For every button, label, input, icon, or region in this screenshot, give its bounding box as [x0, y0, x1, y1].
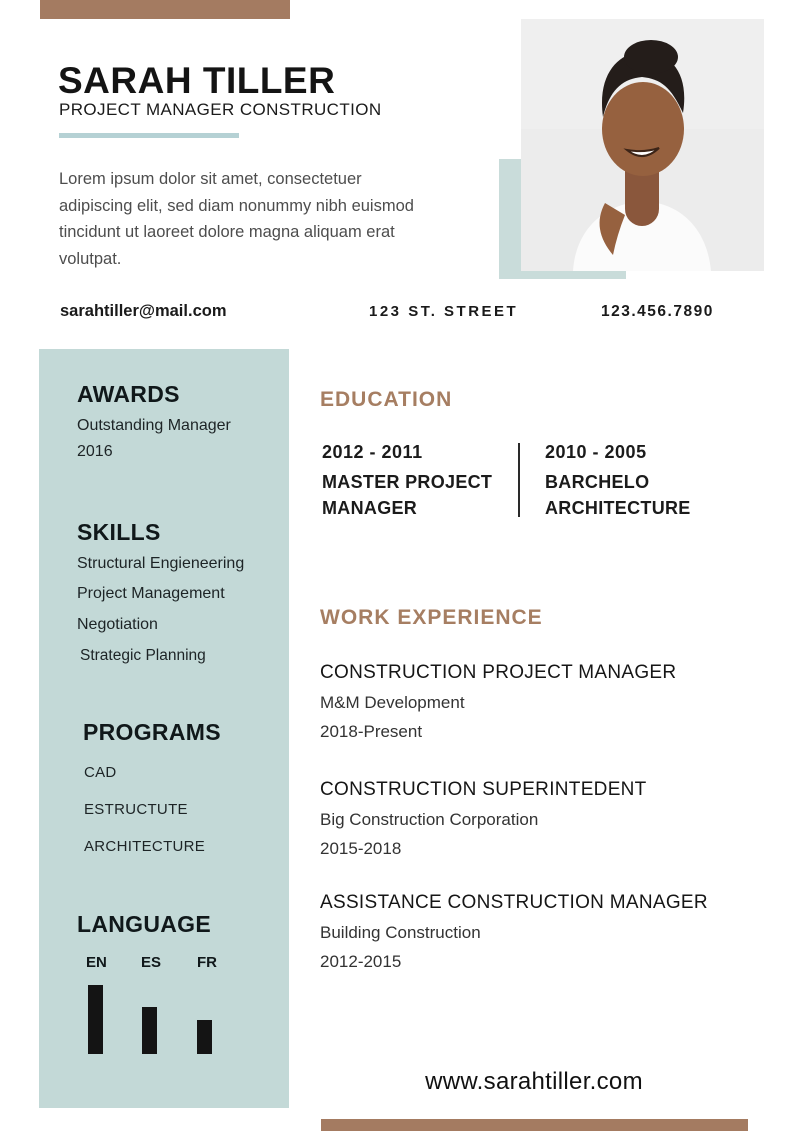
language-level-bar [197, 1020, 212, 1054]
sidebar [39, 349, 289, 1108]
profile-photo [521, 19, 764, 271]
program-item: ESTRUCTUTE [84, 801, 188, 818]
skills-heading: SKILLS [77, 519, 161, 545]
education-degree: BARCHELO ARCHITECTURE [545, 472, 691, 518]
skill-item: Project Management [77, 585, 225, 602]
job-entry [320, 779, 760, 859]
education-period: 2012 - 2011 [322, 442, 423, 462]
bottom-accent-bar [321, 1119, 748, 1131]
title-underline-bar [59, 133, 239, 138]
job-company: Building Construction [320, 923, 481, 942]
job-company: Big Construction Corporation [320, 810, 539, 829]
education-entry [545, 442, 720, 521]
summary-text: Lorem ipsum dolor sit amet, consectetuer adipiscing elit, sed diam nonummy nibh euismod tincidunt ut laoreet dolore magna aliquam erat volutpat. [59, 170, 414, 269]
skill-item: Strategic Planning [80, 647, 206, 664]
job-title: CONSTRUCTION SUPERINTEDENT [320, 779, 647, 800]
contact-address: 123 ST. STREET [369, 303, 519, 320]
education-heading: EDUCATION [320, 388, 453, 411]
skill-item: Negotiation [77, 616, 158, 633]
language-label: ES [141, 954, 162, 971]
program-item: CAD [84, 764, 117, 781]
education-divider [518, 443, 520, 517]
language-level-bar [88, 985, 103, 1054]
education-degree: MASTER PROJECT MANAGER [322, 472, 493, 518]
job-company: M&M Development [320, 693, 465, 712]
top-accent-bar [40, 0, 290, 19]
experience-heading: WORK EXPERIENCE [320, 606, 543, 629]
education-entry [322, 442, 502, 521]
contact-phone: 123.456.7890 [601, 303, 714, 320]
awards-heading: AWARDS [77, 381, 180, 407]
language-heading: LANGUAGE [77, 911, 212, 937]
language-label: EN [86, 954, 107, 971]
language-level-bar [142, 1007, 157, 1054]
contact-email: sarahtiller@mail.com [60, 302, 227, 320]
job-period: 2012-2015 [320, 952, 402, 971]
skill-item: Structural Engieneering [77, 555, 245, 572]
role-subtitle: PROJECT MANAGER CONSTRUCTION [59, 100, 382, 119]
job-title: CONSTRUCTION PROJECT MANAGER [320, 662, 677, 683]
job-period: 2015-2018 [320, 839, 402, 858]
program-item: ARCHITECTURE [84, 838, 206, 855]
language-label: FR [197, 954, 217, 971]
portrait-illustration [521, 19, 764, 271]
education-period: 2010 - 2005 [545, 442, 647, 462]
job-period: 2018-Present [320, 722, 423, 741]
job-entry [320, 662, 760, 742]
job-title: ASSISTANCE CONSTRUCTION MANAGER [320, 892, 708, 913]
award-item: Outstanding Manager 2016 [77, 417, 231, 460]
programs-heading: PROGRAMS [83, 719, 221, 745]
person-name: SARAH TILLER [58, 60, 336, 101]
website-text: www.sarahtiller.com [425, 1068, 643, 1095]
job-entry [320, 892, 760, 972]
